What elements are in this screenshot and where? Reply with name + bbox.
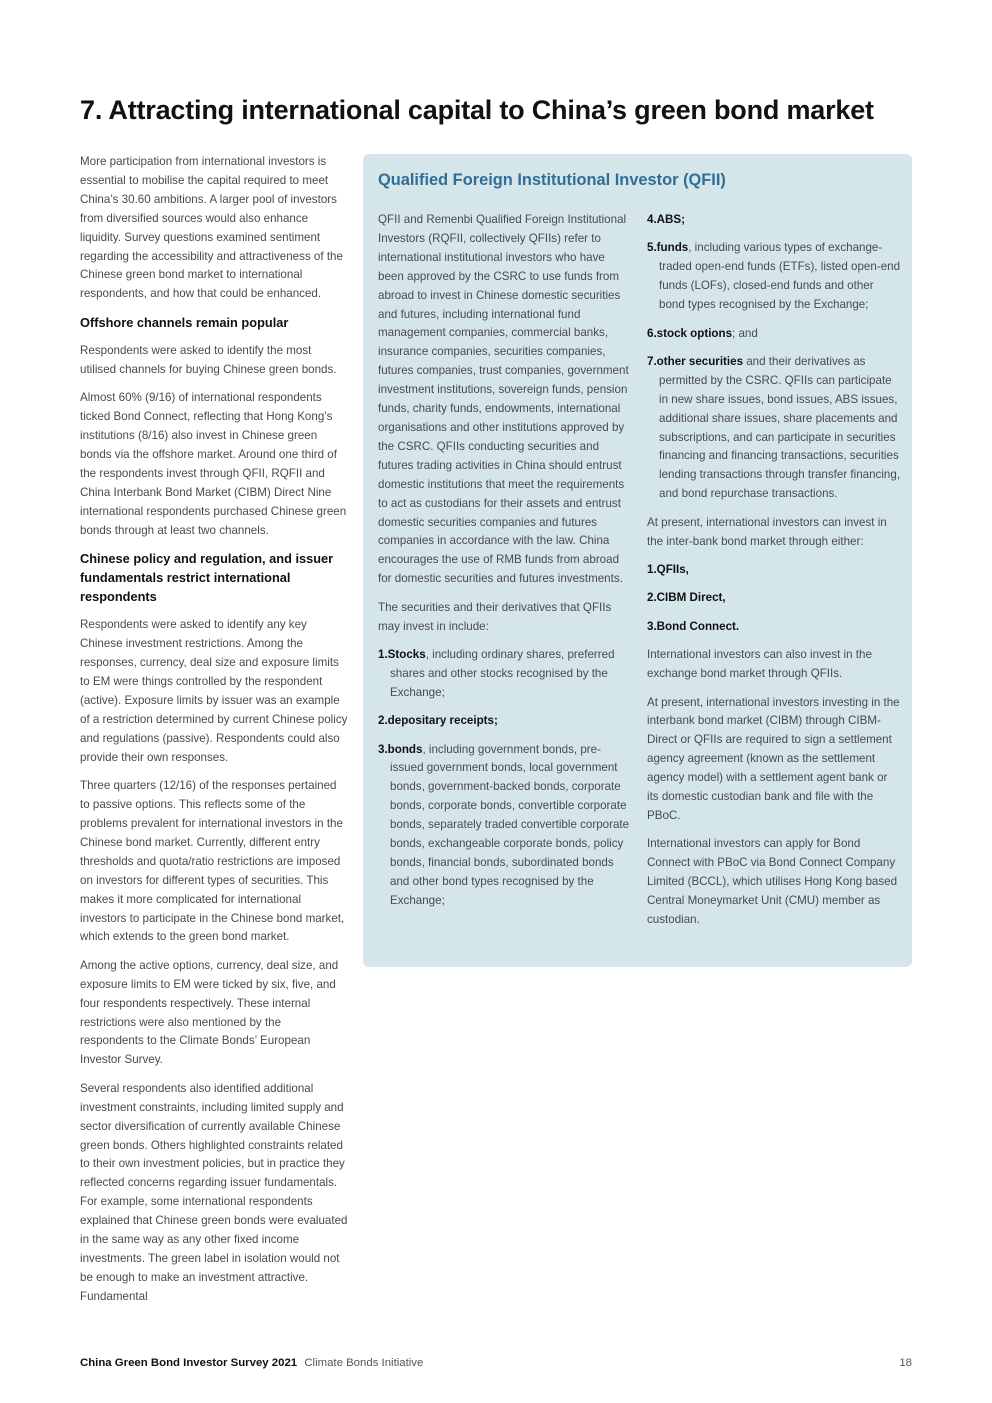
securities-list-part-2 [647, 211, 902, 504]
list-item-term: Bond Connect. [656, 619, 740, 633]
list-item [647, 618, 902, 637]
offshore-paragraph-2: Almost 60% (9/16) of international respondents ticked Bond Connect, reflecting that Hong Kong’s institutions (8/16) also invest in Chinese green bonds via the offshore market. Around one third of the respondents invest through QFII, RQFII and China Interbank Bond Market (CIBM) Direct Nine international respondents purchased Chinese green bonds through at least two channels. [80, 391, 347, 537]
list-item [378, 741, 633, 911]
policy-paragraph-2: Three quarters (12/16) of the responses pertained to passive options. This reflects some of the problems prevalent for international investors in the Chinese bond market. Currently, different entry thresholds and quota/ratio restrictions are imposed on investors for different types of securities. This makes it more complicated for international investors to participate in the Chinese bond market, which extends to the green bond market. [80, 779, 345, 944]
offshore-paragraph-1: Respondents were asked to identify the most utilised channels for buying Chinese green bonds. [80, 344, 337, 377]
list-item-term: ABS; [656, 213, 686, 226]
list-item-term: bonds [387, 742, 423, 756]
footer-organization: Climate Bonds Initiative [304, 1357, 424, 1369]
page-footer [80, 1355, 912, 1371]
intro-paragraph: More participation from international investors is essential to mobilise the capital required to meet China’s 30.60 ambitions. A larger pool of investors from diversified sources would also enhance liquidity. Survey questions examined sentiment regarding the accessibility and attractiveness of the Chinese green bond market to international respondents, and how that could be enhanced. [80, 155, 343, 301]
qfii-box-column-1 [378, 211, 633, 920]
policy-paragraph-3: Among the active options, currency, deal size, and exposure limits to EM were ticked by six, five, and four respondents respectively. These internal restrictions were also mentioned by the respondents to the Climate Bonds’ European Investor Survey. [80, 958, 339, 1067]
settlement-note-paragraph: At present, international investors investing in the interbank bond market (CIBM) through CIBM-Direct or QFIIs are required to sign a settlement agency agreement (known as the settlement agency model) with a settlement agent bank or its domestic custodian bank and file with the PBoC. [647, 695, 900, 822]
left-column [80, 153, 348, 1316]
list-item [647, 325, 902, 344]
list-item-number: 1. [378, 647, 388, 661]
qfii-box-title: Qualified Foreign Institutional Investor (QFII) [378, 171, 726, 189]
list-item-text: ; and [732, 326, 758, 340]
list-item [647, 353, 902, 504]
list-item-text: , including ordinary shares, preferred shares and other stocks recognised by the Exchange; [390, 647, 615, 699]
policy-paragraph-4: Several respondents also identified additional investment constraints, including limited supply and sector diversification of currently available Chinese green bonds. Others highlighted constraints related to their own investment policies, but in practice they reflected concerns regarding issuer fundamentals. For example, some international respondents explained that Chinese green bonds were evaluated in the same way as any other fixed income investments. The green label in isolation would not be enough to make an investment attractive. Fundamental [80, 1081, 348, 1303]
securities-intro-paragraph: The securities and their derivatives that QFIIs may invest in include: [378, 600, 612, 633]
list-item [647, 561, 902, 580]
list-item-number: 3. [647, 619, 657, 633]
list-item-term: depositary receipts; [387, 714, 498, 728]
section-heading-policy: Chinese policy and regulation, and issuer fundamentals restrict international respondents [80, 551, 334, 605]
list-item-number: 7. [647, 354, 657, 368]
list-item-text: , including various types of exchange-traded open-end funds (ETFs), listed open-end funds (LOFs), closed-end funds and other bond types recognised by the Exchange; [659, 241, 901, 312]
section-heading-offshore: Offshore channels remain popular [80, 314, 289, 330]
list-item-number: 3. [378, 742, 388, 756]
list-item-term: other securities [656, 354, 744, 368]
list-item-number: 5. [647, 241, 657, 255]
page-title: 7. Attracting international capital to China’s green bond market [80, 95, 874, 125]
list-item [647, 211, 902, 230]
list-item-number: 1. [647, 563, 657, 576]
list-item-number: 4. [647, 213, 657, 226]
list-item-term: stock options [656, 326, 733, 340]
exchange-note-paragraph: International investors can also invest in the exchange bond market through QFIIs. [647, 648, 872, 681]
bond-connect-note-paragraph: International investors can apply for Bond Connect with PBoC via Bond Connect Company Limited (BCCL), which utilises Hong Kong based Central Moneymarket Unit (CMU) member as custodian. [647, 837, 898, 926]
list-item [647, 589, 902, 608]
list-item-term: Stocks [387, 647, 426, 661]
securities-list-part-1 [378, 646, 633, 911]
list-item-number: 2. [378, 714, 388, 728]
list-item [378, 712, 633, 731]
list-item-term: funds [656, 241, 689, 255]
list-item-number: 2. [647, 591, 657, 605]
policy-paragraph-1: Respondents were asked to identify any key Chinese investment restrictions. Among the responses, currency, deal size and exposure limits to EM were things controlled by the respondent (active). Exposure limits by issuer was an example of a restriction determined by current Chinese policy and regulations (passive). Respondents could also provide their own responses. [80, 618, 348, 764]
qfii-intro-paragraph: QFII and Remenbi Qualified Foreign Institutional Investors (RQFII, collectively QFIIs) refer to international institutional investors who have been approved by the CSRC to use funds from abroad to invest in Chinese domestic securities and futures, including international fund management companies, commercial banks, insurance companies, securities companies, futures companies, trust companies, government investment institutions, sovereign funds, pension funds, charity funds, endowments, international organisations and other institutions approved by the CSRC. QFIIs conducting securities and futures trading activities in China should entrust domestic institutions that meet the requirements to act as custodians for their assets and entrust domestic securities companies and futures companies in accordance with the law. China encourages the use of RMB funds from abroad for domestic securities and futures investments. [378, 213, 629, 586]
list-item [647, 239, 902, 315]
list-item-text: , including government bonds, pre-issued government bonds, local government bonds, government-backed bonds, corporate bonds, corporate bonds, convertible corporate bonds, separately traded convertible corporate bonds, exchangeable corporate bonds, policy bonds, financial bonds, subordinated bonds and other bond types recognised by the Exchange; [390, 742, 630, 907]
list-item-term: CIBM Direct, [656, 591, 726, 605]
qfii-box-column-2 [647, 211, 902, 939]
footer-report-title: China Green Bond Investor Survey 2021 [80, 1357, 298, 1369]
page-number: 18 [899, 1357, 912, 1369]
list-item-text: and their derivatives as permitted by the CSRC. QFIIs can participate in new share issues, bond issues, ABS issues, additional share issues, share placements and subscriptions, and can participate in securities financing and financing transactions, securities lending transactions through transfer financing, and bond repurchase transactions. [659, 354, 901, 501]
list-item-number: 6. [647, 326, 657, 340]
channels-list [647, 561, 902, 637]
qfii-info-box [363, 154, 912, 967]
list-item-term: QFIIs, [656, 563, 689, 576]
interbank-intro-paragraph: At present, international investors can invest in the inter-bank bond market through either: [647, 515, 887, 548]
list-item [378, 646, 633, 703]
